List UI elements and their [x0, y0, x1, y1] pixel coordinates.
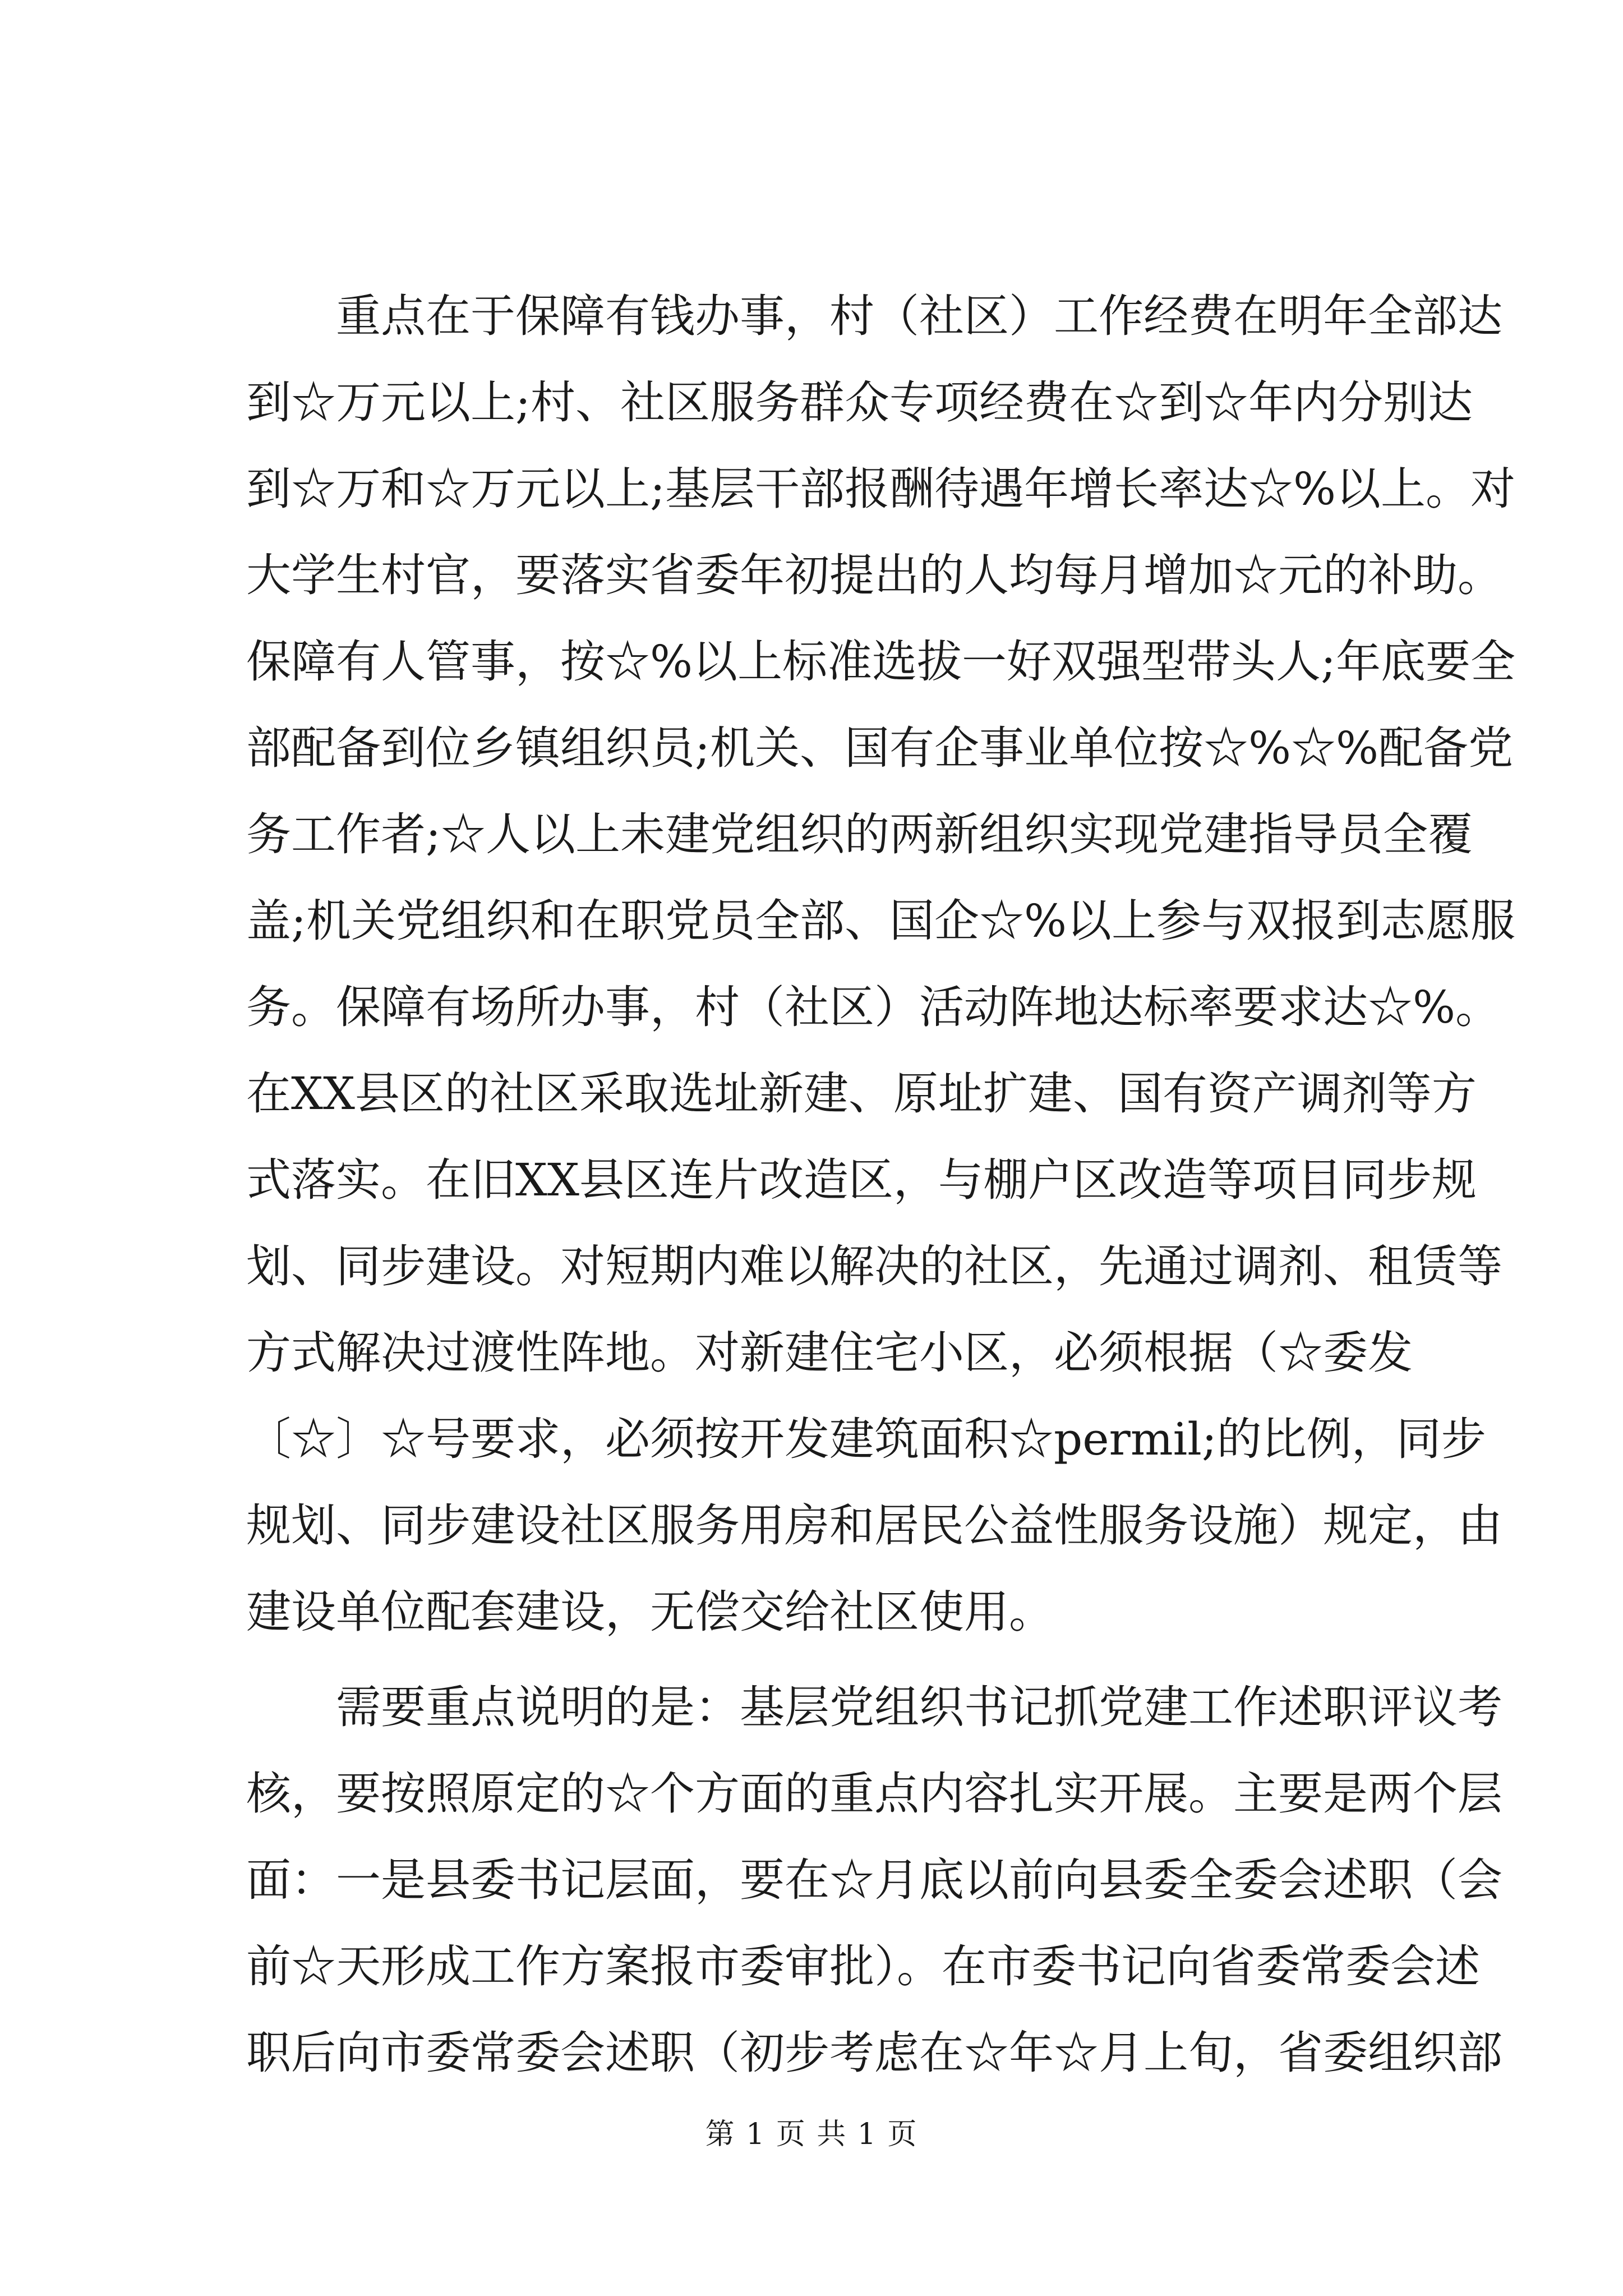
paragraph-1-line-15: 规划、同步建设社区服务用房和居民公益性服务设施）规定，由: [246, 1499, 1502, 1552]
paragraph-1-line-2: 到☆万元以上;村、社区服务群众专项经费在☆到☆年内分别达: [246, 376, 1473, 429]
paragraph-2-line-5: 职后向市委常委会述职（初步考虑在☆年☆月上旬，省委组织部: [246, 2027, 1502, 2079]
page-number-footer: 第 1 页 共 1 页: [705, 2118, 918, 2151]
paragraph-1-line-5: 保障有人管事，按☆%以上标准选拔一好双强型带头人;年底要全: [246, 636, 1515, 688]
paragraph-1-line-1: 重点在于保障有钱办事，村（社区）工作经费在明年全部达: [336, 290, 1502, 342]
paragraph-2-line-1: 需要重点说明的是：基层党组织书记抓党建工作述职评议考: [336, 1681, 1502, 1733]
paragraph-1-line-7: 务工作者;☆人以上未建党组织的两新组织实现党建指导员全覆: [246, 808, 1473, 861]
paragraph-1-line-16: 建设单位配套建设，无偿交给社区使用。: [246, 1586, 1054, 1638]
paragraph-1-line-3: 到☆万和☆万元以上;基层干部报酬待遇年增长率达☆%以上。对: [246, 463, 1515, 515]
paragraph-2-line-3: 面：一是县委书记层面，要在☆月底以前向县委全委会述职（会: [246, 1854, 1502, 1906]
paragraph-1-line-8: 盖;机关党组织和在职党员全部、国企☆%以上参与双报到志愿服: [246, 895, 1515, 947]
paragraph-2-line-4: 前☆天形成工作方案报市委审批）。在市委书记向省委常委会述: [246, 1940, 1480, 1993]
paragraph-1-line-9: 务。保障有场所办事，村（社区）活动阵地达标率要求达☆%。: [246, 981, 1501, 1033]
paragraph-1-line-13: 方式解决过渡性阵地。对新建住宅小区，必须根据（☆委发: [246, 1327, 1413, 1379]
paragraph-1-line-6: 部配备到位乡镇组织员;机关、国有企事业单位按☆%☆%配备党: [246, 722, 1513, 774]
paragraph-1-line-14: 〔☆〕☆号要求，必须按开发建筑面积☆permil;的比例，同步: [246, 1413, 1486, 1465]
paragraph-1-line-4: 大学生村官，要落实省委年初提出的人均每月增加☆元的补助。: [246, 549, 1502, 601]
paragraph-1-line-10: 在XX县区的社区采取选址新建、原址扩建、国有资产调剂等方: [246, 1068, 1477, 1120]
paragraph-1-line-12: 划、同步建设。对短期内难以解决的社区，先通过调剂、租赁等: [246, 1240, 1502, 1292]
paragraph-2-line-2: 核，要按照原定的☆个方面的重点内容扎实开展。主要是两个层: [246, 1768, 1502, 1820]
document-body: [246, 290, 1515, 2115]
paragraph-1-line-11: 式落实。在旧XX县区连片改造区，与棚户区改造等项目同步规: [246, 1154, 1477, 1206]
